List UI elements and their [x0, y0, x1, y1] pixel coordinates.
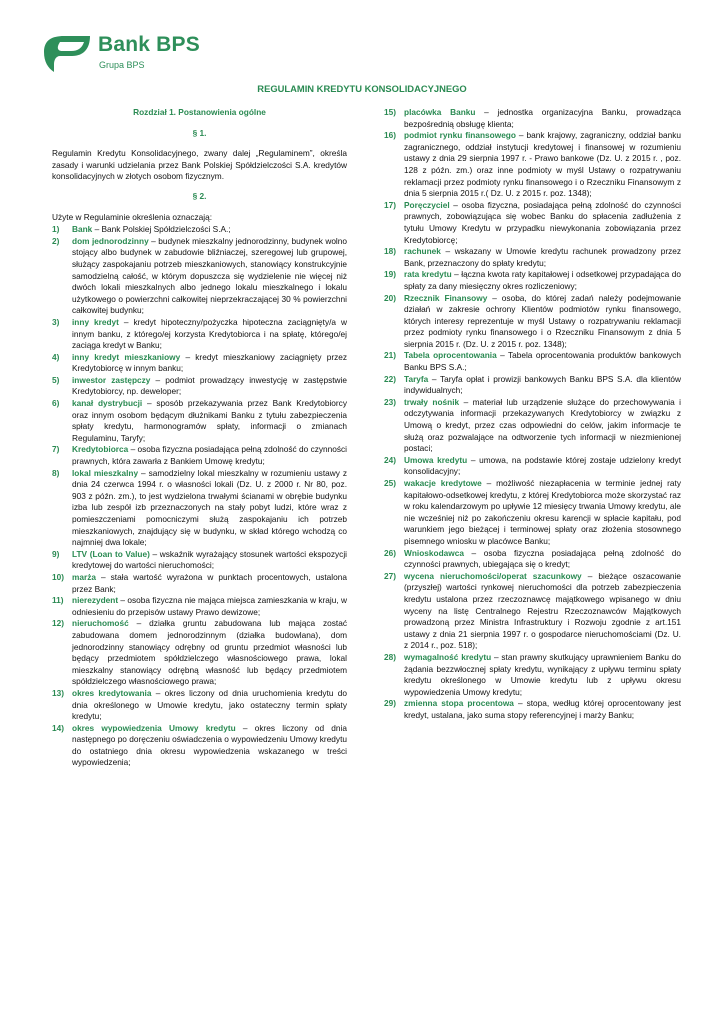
definition-item — [384, 571, 681, 652]
definition-term: nierezydent — [72, 595, 119, 606]
definition-item — [52, 723, 347, 769]
definition-text: – wskaźnik wyrażający stosunek wartości ekspozycji kredytowej do wartości nieruchomości; — [72, 548, 348, 571]
definition-text: – samodzielny lokal mieszkalny w rozumieniu ustawy z dnia 24 czerwca 1994 r. o własności lokali (Dz. U. z 2000 r. Nr 80, poz. 903 z późn. zm.), to jest wydzielona trwałymi ścianami w obrębie budynku izba lub zespół izb przeznaczonych na stały pobyt ludzi, które wraz z pomieszczeniami pomocniczymi służą zaspokajaniu ich potrzeb mieszkaniowych, znajdujący się w budynku, w skład którego wchodzą co najmniej dwa lokale; — [72, 467, 347, 548]
definition-number: 7) — [52, 444, 60, 455]
definition-item — [384, 200, 681, 246]
definition-item — [384, 698, 681, 721]
definition-text: – osoba, do której zadań należy podejmowanie działań w zakresie ochrony Klientów podmiotów rynku finansowego, których interesy reprezentuje w myśl Ustawy o rozpatrywaniu reklamacji przez podmioty rynku finansowego i o Rzeczniku Finansowym z dnia 5 sierpnia 2015 r. (Dz. U. z 2015 r. poz. 1348); — [404, 292, 682, 349]
definition-term: LTV (Loan to Value) — [72, 548, 150, 559]
definition-text: – bank krajowy, zagraniczny, oddział banku zagranicznego, oddział instytucji kredytowej i finansowej w rozumieniu ustawy z dnia 29 sierpnia 1997 r. - Prawo bankowe (Dz. U. z 2015 r. , poz. 128 z późn. zm.) oraz inne podmioty w myśl Ustawy o rozpatrywaniu reklamacji przez podmioty rynku finansowego i o Rzeczniku Finansowym z dnia 5 sierpnia 2015 r.( Dz. U. z 2015 r. poz. 1348); — [404, 130, 681, 199]
definition-number: 21) — [384, 350, 396, 361]
definition-term: inwestor zastępczy — [72, 374, 151, 385]
definition-item — [384, 293, 681, 351]
definition-item — [384, 374, 681, 397]
section-1-text: Regulamin Kredytu Konsolidacyjnego, zwany dalej „Regulaminem”, określa zasady i warunki udzielania przez Bank Polskiej Spółdzielczości S.A. kredytów konsolidacyjnych w złotych osobom fizycznym. — [52, 148, 347, 182]
definition-term: Rzecznik Finansowy — [404, 292, 488, 303]
definition-term: okres kredytowania — [72, 687, 152, 698]
definition-text: – kredyt hipoteczny/pożyczka hipoteczna zaciągnięty/a w innym banku, z którego/ej korzysta Kredytobiorca i na spłatę, którego/ej zaciąga kredyt w Banku; — [72, 316, 347, 351]
definition-text: – budynek mieszkalny jednorodzinny, budynek wolno stojący albo budynek w zabudowie bliźniaczej, szeregowej lub grupowej, służący zaspokajaniu potrzeb mieszkaniowych, stanowiący konstrukcyjnie samodzielną całość, w którym dopuszcza się wydzielenie nie więcej niż dwóch lokali mieszkalnych albo jednego lokalu mieszkalnego i lokalu użytkowego o powierzchni całkowitej nieprzekraczającej 30 % powierzchni całkowitej budynku; — [72, 235, 348, 316]
definition-text: – sposób przekazywania przez Bank Kredytobiorcy oraz innym osobom będącym dłużnikami Banku z tytułu zabezpieczenia spłaty kredytu, harmonogramów spłaty, informacji o zmianach Regulaminu, Taryfy; — [72, 398, 347, 443]
definition-text: – Tabela oprocentowania produktów bankowych Banku BPS S.A.; — [404, 350, 682, 373]
definition-term: placówka Banku — [404, 107, 476, 117]
section-2-heading: § 2. — [192, 190, 207, 201]
definition-item — [52, 444, 347, 467]
definition-text: – stała wartość wyrażona w punktach procentowych, ustalona przez Bank; — [72, 571, 347, 594]
definition-term: trwały nośnik — [404, 396, 460, 407]
definition-item — [384, 652, 681, 698]
definition-number: 25) — [384, 478, 396, 488]
definition-number: 6) — [52, 398, 60, 409]
definition-text: – Taryfa opłat i prowizji bankowych Banku BPS S.A. dla klientów indywidualnych; — [404, 373, 681, 396]
definition-item — [384, 246, 681, 269]
definition-text: – bieżące oszacowanie (przyszłej) wartości rynkowej nieruchomości dla potrzeb zabezpieczenia kredytu ustalona przez rzeczoznawcę majątkowego wpisanego w dniu wyceny na listę Centralnego Rejestru Rzeczoznawców Majątkowych prowadzoną przez Ministra Infrastruktury i Rozwoju zgodnie z art.151 ustawy z dnia 21 sierpnia 1997 r. o gospodarce nieruchomościami (Dz. U. z 2014 r., poz. 518); — [404, 570, 681, 651]
definition-term: podmiot rynku finansowego — [404, 130, 516, 141]
definition-item — [384, 107, 681, 130]
definition-item — [384, 130, 681, 200]
definition-number: 9) — [52, 548, 60, 559]
document-title: REGULAMIN KREDYTU KONSOLIDACYJNEGO — [257, 83, 467, 94]
definition-item — [52, 398, 347, 444]
definition-item — [384, 397, 681, 455]
definition-number: 11) — [52, 595, 64, 606]
definition-term: rata kredytu — [404, 269, 452, 280]
definition-item — [52, 352, 347, 375]
definition-term: zmienna stopa procentowa — [404, 698, 514, 709]
section-2-text: Użyte w Regulaminie określenia oznaczają: — [52, 211, 213, 222]
definition-term: inny kredyt mieszkaniowy — [72, 351, 181, 362]
right-column — [384, 107, 681, 721]
definition-term: Taryfa — [404, 373, 429, 384]
definition-number: 23) — [384, 396, 396, 407]
definition-term: lokal mieszkalny — [72, 467, 139, 478]
definition-item — [52, 595, 347, 618]
brand-sub: Grupa BPS — [99, 60, 145, 70]
definition-term: Umowa kredytu — [404, 454, 468, 465]
definition-item — [52, 236, 347, 317]
definition-number: 29) — [384, 698, 396, 709]
definition-number: 15) — [384, 107, 396, 117]
definition-text: – łączna kwota raty kapitałowej i odsetkowej przypadająca do spłaty za dany miesięczny okres rozliczeniowy; — [404, 269, 681, 291]
definition-text: – podmiot prowadzący inwestycję w zastępstwie Kredytobiorcy, np. deweloper; — [72, 374, 347, 397]
definition-item — [384, 478, 681, 548]
definition-number: 19) — [384, 269, 396, 280]
definition-term: Wnioskodawca — [404, 547, 464, 558]
definition-number: 18) — [384, 246, 396, 257]
definitions-list-right — [384, 107, 681, 721]
definition-number: 3) — [52, 316, 60, 327]
definition-term: wycena nieruchomości/operat szacunkowy — [404, 570, 582, 581]
definition-item — [384, 269, 681, 292]
definition-text: – działka gruntu zabudowana lub mająca zostać zabudowana domem jednorodzinnym (działka budowlana), dom jednorodzinny stanowiący odrębny od gruntu przedmiot własności lub będący przedmiotem spółdzielczego własnościowego prawa, lokal mieszkalny stanowiący odrębną własność lub będący przedmiotem spółdzielczego własnościowego prawa; — [72, 618, 347, 687]
section-1-heading: § 1. — [192, 127, 207, 138]
definition-number: 20) — [384, 292, 396, 303]
definition-number: 5) — [52, 374, 60, 385]
definition-term: Poręczyciel — [404, 199, 450, 210]
definition-text: – stopa, według której oprocentowany jest kredyt, ustalana, jako suma stopy referencyjnej i marży Banku; — [404, 698, 681, 720]
definition-text: – kredyt mieszkaniowy zaciągnięty przez Kredytobiorcę w innym banku; — [72, 351, 347, 374]
definition-number: 26) — [384, 547, 396, 558]
definition-number: 17) — [384, 199, 396, 210]
definition-number: 14) — [52, 722, 64, 733]
definition-text: – osoba fizyczna nie mająca miejsca zamieszkania w kraju, w odniesieniu do przepisów ustawy Prawo dewizowe; — [72, 595, 347, 617]
brand-name: Bank BPS — [98, 33, 200, 56]
definition-item — [52, 468, 347, 549]
definition-item — [384, 455, 681, 478]
definition-number: 16) — [384, 130, 396, 141]
definition-text: – osoba fizyczna posiadająca pełną zdolność do czynności prawnych, ubiegająca się o kredyt; — [404, 547, 681, 570]
definition-item — [384, 350, 681, 373]
definition-item — [52, 375, 347, 398]
definition-text: – jednostka organizacyjna Banku, prowadząca bezpośrednią obsługę klienta; — [404, 107, 682, 129]
definition-text: – okres liczony od dnia następnego po doręczeniu oświadczenia o wypowiedzeniu Umowy kredytu do ostatniego dnia okresu wypowiedzenia wskazanego w treści wypowiedzenia; — [72, 722, 347, 768]
definition-term: inny kredyt — [72, 316, 119, 327]
definition-term: Bank — [72, 224, 93, 235]
definition-number: 2) — [52, 235, 60, 246]
definition-number: 24) — [384, 454, 396, 465]
definition-item — [52, 224, 347, 236]
definition-number: 1) — [52, 224, 60, 235]
definition-text: – osoba fizyczna posiadająca pełną zdolność do czynności prawnych, która zawarła z Bankiem Umowę kredytu; — [72, 444, 347, 467]
definition-item — [52, 549, 347, 572]
definition-term: marża — [72, 571, 96, 582]
definition-term: kanał dystrybucji — [72, 398, 143, 409]
definition-number: 4) — [52, 351, 60, 362]
definition-term: wymagalność kredytu — [404, 651, 492, 662]
definition-text: – okres liczony od dnia uruchomienia kredytu do dnia określonego w Umowie kredytu, jako ostateczny termin spłaty kredytu; — [72, 687, 347, 722]
definition-term: rachunek — [404, 246, 441, 257]
definition-term: Tabela oprocentowania — [404, 350, 497, 361]
definition-text: – stan prawny skutkujący uprawnieniem Banku do żądania bezzwłocznej spłaty kredytu, wynikający z upływu terminu spłaty kredytu określonego w Umowie kredytu lub z upływu okresu wypowiedzenia Umowy kredytu; — [404, 651, 681, 697]
definition-text: – umowa, na podstawie której zostaje udzielony kredyt konsolidacyjny; — [404, 454, 682, 477]
definition-text: – Bank Polskiej Spółdzielczości S.A.; — [92, 224, 231, 235]
definition-term: nieruchomość — [72, 618, 129, 629]
definition-item — [52, 572, 347, 595]
definition-item — [52, 688, 347, 723]
definition-text: – możliwość niezapłacenia w terminie jednej raty kapitałowo-odsetkowej kredytu, z której Kredytobiorca może skorzystać raz w roku kalendarzowym po upływie 12 miesięcy trwania Umowy kredytu, ale nie wcześniej niż po zakończeniu okresu karencji w spłacie kapitału, pod warunkiem jego bieżącej i terminowej spłaty oraz złożenia stosownego pisemnego wniosku w placówce Banku; — [404, 478, 681, 546]
definition-number: 10) — [52, 571, 64, 582]
definition-number: 28) — [384, 651, 396, 662]
definition-number: 8) — [52, 467, 60, 478]
chapter-heading: Rozdział 1. Postanowienia ogólne — [133, 107, 266, 117]
definition-text: – wskazany w Umowie kredytu rachunek prowadzony przez Bank, przeznaczony do spłaty kredytu; — [404, 246, 681, 268]
definition-item — [52, 317, 347, 352]
definition-item — [384, 548, 681, 571]
definition-term: dom jednorodzinny — [72, 235, 149, 246]
definition-item — [52, 618, 347, 688]
definition-number: 22) — [384, 373, 396, 384]
definition-text: – osoba fizyczna, posiadająca pełną zdolność do czynności prawnych, zobowiązująca się wobec Banku do spłacenia zadłużenia z tytułu Umowy Kredytu w przypadku niewykonania zobowiązania przez Kredytobiorcę; — [404, 199, 681, 245]
left-column — [52, 107, 347, 769]
definition-term: Kredytobiorca — [72, 444, 129, 455]
definition-number: 27) — [384, 570, 396, 581]
definition-number: 12) — [52, 618, 64, 629]
definition-term: okres wypowiedzenia Umowy kredytu — [72, 722, 236, 733]
definition-number: 13) — [52, 687, 64, 698]
definition-text: – materiał lub urządzenie służące do przechowywania i odczytywania informacji przekazywanych Kredytobiorcy w związku z Umową o kredyt, przez czas odpowiedni do celów, jakim informacje te służą oraz pozwalające na odtworzenie tych informacji w niezmienionej postaci; — [404, 396, 681, 454]
definition-term: wakacje kredytowe — [404, 478, 482, 488]
definitions-list-left — [52, 224, 347, 769]
